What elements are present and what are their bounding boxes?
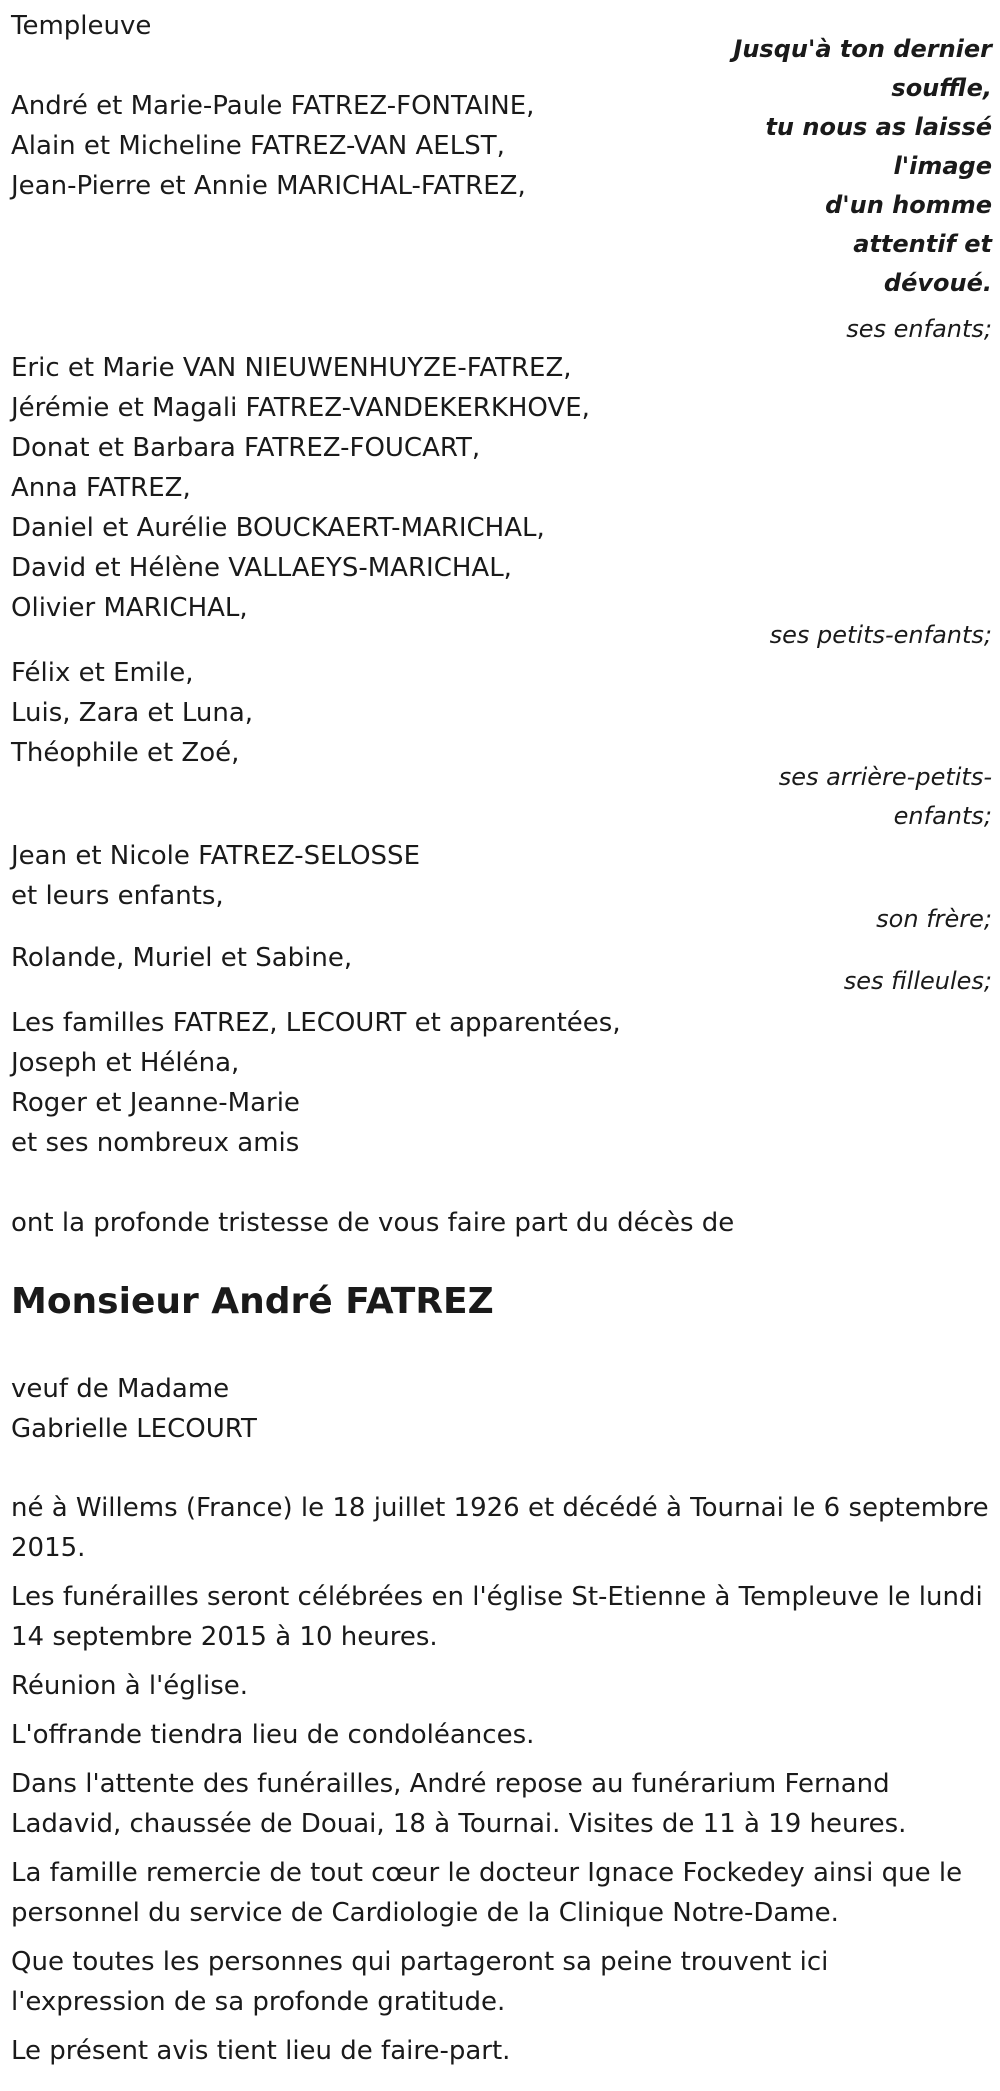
label-line: enfants; [893, 802, 992, 830]
list-item: Alain et Micheline FATREZ-VAN AELST, [11, 131, 505, 161]
grandchildren-list [11, 348, 711, 628]
widower-line: Gabrielle LECOURT [11, 1414, 257, 1444]
list-item: Jean et Nicole FATREZ-SELOSSE [11, 841, 420, 871]
paragraph-gratitude: Que toutes les personnes qui partageront sa peine trouvent ici l'expression de sa profonde gratitude. [11, 1947, 829, 2017]
grandchildren-label: ses petits-enfants; [769, 621, 992, 649]
children-label: ses enfants; [846, 315, 992, 343]
goddaughters-label: ses filleules; [843, 967, 992, 995]
list-item: Joseph et Héléna, [11, 1048, 240, 1078]
list-item: Luis, Zara et Luna, [11, 698, 254, 728]
list-item: Jean-Pierre et Annie MARICHAL-FATREZ, [11, 171, 526, 201]
epigraph-quote [672, 30, 992, 303]
announcement-text: ont la profonde tristesse de vous faire part du décès de [11, 1208, 735, 1238]
great-grandchildren-list [11, 653, 711, 773]
widower-note [11, 1369, 711, 1449]
quote-line: souffle, [891, 74, 992, 102]
list-item: Donat et Barbara FATREZ-FOUCART, [11, 433, 481, 463]
paragraph-notice: Le présent avis tient lieu de faire-part. [11, 2036, 511, 2066]
list-item: Les familles FATREZ, LECOURT et apparentées, [11, 1008, 621, 1038]
deceased-name: Monsieur André FATREZ [11, 1281, 494, 1322]
announcement [11, 1203, 991, 1243]
paragraph-funerarium: Dans l'attente des funérailles, André repose au funérarium Fernand Ladavid, chaussée de Douai, 18 à Tournai. Visites de 11 à 19 heures. [11, 1769, 907, 1839]
list-item: et leurs enfants, [11, 881, 224, 911]
list-item: Jérémie et Magali FATREZ-VANDEKERKHOVE, [11, 393, 590, 423]
quote-line: tu nous as laissé [765, 113, 992, 141]
paragraph-thanks: La famille remercie de tout cœur le docteur Ignace Fockedey ainsi que le personnel du service de Cardiologie de la Clinique Notre-Dame. [11, 1858, 963, 1928]
paragraph-funeral: Les funérailles seront célébrées en l'église St-Etienne à Templeuve le lundi 14 septembre 2015 à 10 heures. [11, 1582, 983, 1652]
paragraph-meeting: Réunion à l'église. [11, 1671, 249, 1701]
quote-line: Jusqu'à ton dernier [733, 35, 992, 63]
others-list [11, 1003, 711, 1163]
label-line: ses arrière-petits- [778, 763, 992, 791]
list-item: André et Marie-Paule FATREZ-FONTAINE, [11, 91, 535, 121]
list-item: Eric et Marie VAN NIEUWENHUYZE-FATREZ, [11, 353, 572, 383]
paragraph-birth-death: né à Willems (France) le 18 juillet 1926 et décédé à Tournai le 6 septembre 2015. [11, 1493, 989, 1563]
widower-line: veuf de Madame [11, 1374, 230, 1404]
list-item: Anna FATREZ, [11, 473, 191, 503]
list-item: Olivier MARICHAL, [11, 593, 248, 623]
list-item: David et Hélène VALLAEYS-MARICHAL, [11, 553, 512, 583]
quote-line: l'image [893, 152, 992, 180]
list-item: et ses nombreux amis [11, 1128, 300, 1158]
brother-list [11, 836, 711, 916]
location [11, 6, 711, 46]
quote-line: attentif et [853, 230, 992, 258]
children-list [11, 86, 711, 206]
great-grandchildren-label [779, 758, 992, 836]
list-item: Daniel et Aurélie BOUCKAERT-MARICHAL, [11, 513, 545, 543]
list-item: Félix et Emile, [11, 658, 194, 688]
list-item: Roger et Jeanne-Marie [11, 1088, 300, 1118]
goddaughters-list [11, 938, 711, 978]
paragraph-offering: L'offrande tiendra lieu de condoléances. [11, 1720, 535, 1750]
list-item: Rolande, Muriel et Sabine, [11, 943, 353, 973]
brother-label: son frère; [876, 905, 992, 933]
list-item: Théophile et Zoé, [11, 738, 240, 768]
quote-line: d'un homme [825, 191, 992, 219]
location-text: Templeuve [11, 11, 152, 41]
quote-line: dévoué. [883, 269, 992, 297]
